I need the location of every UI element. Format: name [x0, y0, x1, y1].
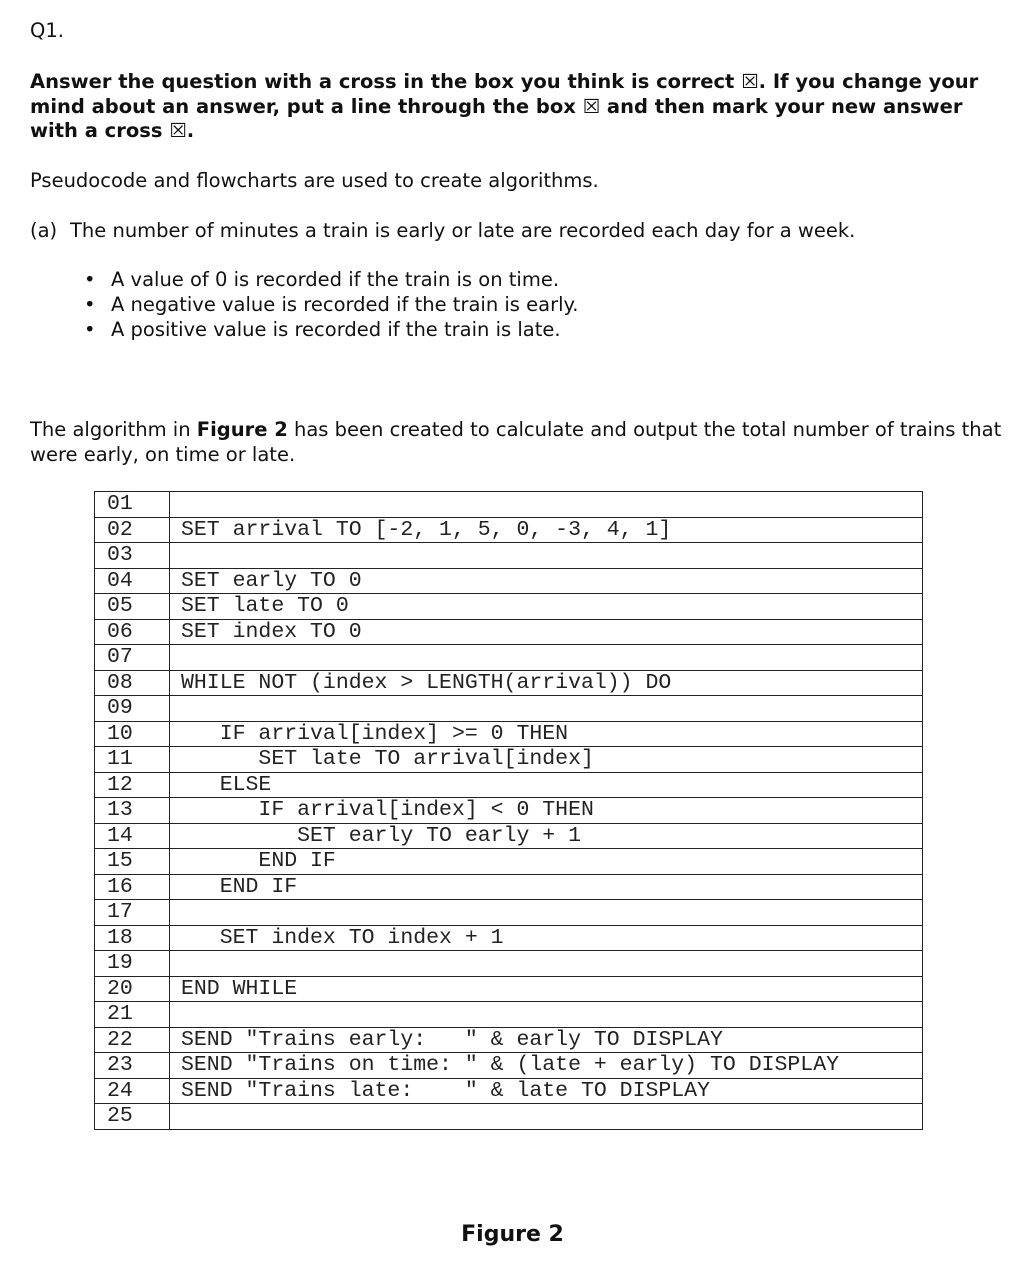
line-number: 10	[95, 721, 170, 747]
line-number: 14	[95, 823, 170, 849]
pseudocode-table	[94, 491, 923, 1130]
line-number: 15	[95, 849, 170, 875]
bullet-item: • A positive value is recorded if the train is late.	[84, 317, 579, 342]
code-text: SET index TO 0	[170, 619, 923, 645]
bullet-item: • A value of 0 is recorded if the train is on time.	[84, 267, 579, 292]
code-text	[170, 1104, 923, 1130]
bullet-list	[84, 267, 579, 342]
code-text: SET early TO 0	[170, 568, 923, 594]
code-text: SET late TO 0	[170, 594, 923, 620]
code-line-row	[95, 1053, 923, 1079]
figure-caption: Figure 2	[461, 1222, 564, 1247]
line-number: 25	[95, 1104, 170, 1130]
code-text: SEND "Trains early: " & early TO DISPLAY	[170, 1027, 923, 1053]
code-line-row	[95, 925, 923, 951]
code-text: IF arrival[index] >= 0 THEN	[170, 721, 923, 747]
code-text	[170, 543, 923, 569]
code-line-row	[95, 1027, 923, 1053]
part-a-text: The number of minutes a train is early or late are recorded each day for a week.	[70, 219, 856, 242]
code-line-row	[95, 849, 923, 875]
line-number: 06	[95, 619, 170, 645]
line-number: 01	[95, 492, 170, 518]
code-text: END IF	[170, 849, 923, 875]
algorithm-description	[30, 417, 1015, 467]
code-text	[170, 645, 923, 671]
code-line-row	[95, 517, 923, 543]
line-number: 20	[95, 976, 170, 1002]
figure-reference: Figure 2	[196, 418, 288, 441]
code-line-row	[95, 670, 923, 696]
code-text	[170, 696, 923, 722]
line-number: 08	[95, 670, 170, 696]
code-line-row	[95, 798, 923, 824]
code-line-row	[95, 543, 923, 569]
code-text: ELSE	[170, 772, 923, 798]
code-line-row	[95, 900, 923, 926]
line-number: 18	[95, 925, 170, 951]
line-number: 04	[95, 568, 170, 594]
line-number: 16	[95, 874, 170, 900]
code-line-row	[95, 976, 923, 1002]
code-line-row	[95, 492, 923, 518]
part-a-label: (a)	[30, 219, 58, 242]
algorithm-text-end: has been created to calculate and output the total number of trains that were early, on time or late.	[30, 418, 1002, 466]
code-text	[170, 951, 923, 977]
code-line-row	[95, 568, 923, 594]
line-number: 22	[95, 1027, 170, 1053]
line-number: 13	[95, 798, 170, 824]
code-line-row	[95, 823, 923, 849]
line-number: 23	[95, 1053, 170, 1079]
line-number: 05	[95, 594, 170, 620]
intro-text: Pseudocode and flowcharts are used to create algorithms.	[30, 169, 599, 192]
question-number: Q1.	[30, 19, 64, 42]
bullet-item: • A negative value is recorded if the train is early.	[84, 292, 579, 317]
code-text: IF arrival[index] < 0 THEN	[170, 798, 923, 824]
code-line-row	[95, 1002, 923, 1028]
line-number: 11	[95, 747, 170, 773]
line-number: 12	[95, 772, 170, 798]
code-text	[170, 900, 923, 926]
part-a-prompt	[30, 219, 855, 242]
code-text: END WHILE	[170, 976, 923, 1002]
code-text: WHILE NOT (index > LENGTH(arrival)) DO	[170, 670, 923, 696]
line-number: 24	[95, 1078, 170, 1104]
code-text: END IF	[170, 874, 923, 900]
code-text: SET index TO index + 1	[170, 925, 923, 951]
code-line-row	[95, 1078, 923, 1104]
code-text: SET arrival TO [-2, 1, 5, 0, -3, 4, 1]	[170, 517, 923, 543]
line-number: 07	[95, 645, 170, 671]
line-number: 19	[95, 951, 170, 977]
line-number: 21	[95, 1002, 170, 1028]
code-text	[170, 1002, 923, 1028]
code-line-row	[95, 951, 923, 977]
code-text: SEND "Trains late: " & late TO DISPLAY	[170, 1078, 923, 1104]
code-line-row	[95, 594, 923, 620]
algorithm-text-start: The algorithm in	[30, 418, 197, 441]
line-number: 17	[95, 900, 170, 926]
code-line-row	[95, 1104, 923, 1130]
code-text	[170, 492, 923, 518]
answer-instructions: Answer the question with a cross in the box you think is correct ☒. If you change your mind about an answer, put a line through the box ☒ and then mark your new answer with a cross ☒.	[30, 70, 979, 142]
code-text: SET early TO early + 1	[170, 823, 923, 849]
code-line-row	[95, 772, 923, 798]
code-line-row	[95, 619, 923, 645]
code-line-row	[95, 645, 923, 671]
line-number: 02	[95, 517, 170, 543]
line-number: 09	[95, 696, 170, 722]
code-line-row	[95, 747, 923, 773]
code-line-row	[95, 696, 923, 722]
code-line-row	[95, 874, 923, 900]
line-number: 03	[95, 543, 170, 569]
code-text: SET late TO arrival[index]	[170, 747, 923, 773]
code-line-row	[95, 721, 923, 747]
code-text: SEND "Trains on time: " & (late + early) TO DISPLAY	[170, 1053, 923, 1079]
